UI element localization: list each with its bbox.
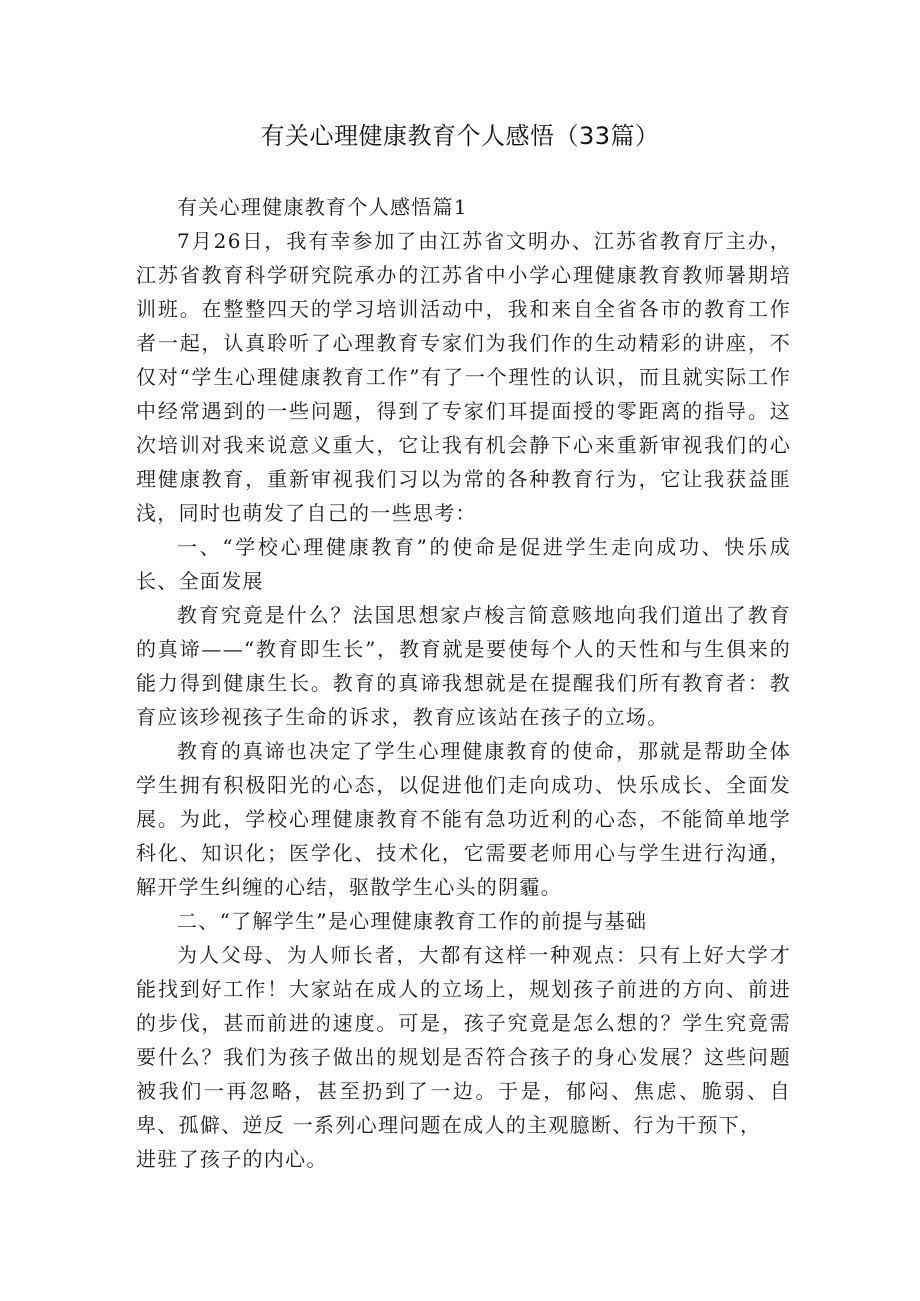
paragraph: 7月26日，我有幸参加了由江苏省文明办、江苏省教育厅主办，江苏省教育科学研究院承办的江苏省中小学心理健康教育教师暑期培训班。在整整四天的学习培训活动中，我和来自全省各市的教育工作者一起，认真聆听了心理教育专家们为我们作的生动精彩的讲座，不仅对“学生心理健康教育工作”有了一个理性的认识，而且就实际工作中经常遇到的一些问题，得到了专家们耳提面授的零距离的指导。这次培训对我来说意义重大，它让我有机会静下心来重新审视我们的心理健康教育，重新审视我们习以为常的各种教育行为，它让我获益匪浅，同时也萌发了自己的一些思考： xyxy=(136,229,791,525)
document-body xyxy=(136,190,791,1176)
section-heading: 有关心理健康教育个人感悟篇1 xyxy=(177,195,468,219)
page-title: 有关心理健康教育个人感悟（33篇） xyxy=(260,122,660,150)
paragraph-continuation: 进驻了孩子的内心。 xyxy=(136,1147,328,1171)
subsection-heading: 一、“学校心理健康教育”的使命是促进学生走向成功、快乐成长、全面发展 xyxy=(136,535,791,593)
paragraph: 为人父母、为人师长者，大都有这样一种观点：只有上好大学才能找到好工作！大家站在成人的立场上，规划孩子前进的方向、前进的步伐，甚而前进的速度。可是，孩子究竟是怎么想的？学生究竟需要什么？我们为孩子做出的规划是否符合孩子的身心发展？这些问题被我们一再忽略，甚至扔到了一边。于是，郁闷、焦虑、脆弱、自卑、孤僻、逆反 一系列心理问题在成人的主观臆断、行为干预下， xyxy=(136,943,791,1137)
subsection-heading: 二、“了解学生”是心理健康教育工作的前提与基础 xyxy=(177,909,648,933)
paragraph: 教育究竟是什么？法国思想家卢梭言简意赅地向我们道出了教育的真谛——“教育即生长”，教育就是要使每个人的天性和与生俱来的能力得到健康生长。教育的真谛我想就是在提醒我们所有教育者：教育应该珍视孩子生命的诉求，教育应该站在孩子的立场。 xyxy=(136,603,791,729)
paragraph: 教育的真谛也决定了学生心理健康教育的使命，那就是帮助全体学生拥有积极阳光的心态，以促进他们走向成功、快乐成长、全面发展。为此，学校心理健康教育不能有急功近利的心态，不能简单地学科化、知识化；医学化、技术化，它需要老师用心与学生进行沟通，解开学生纠缠的心结，驱散学生心头的阴霾。 xyxy=(136,739,791,899)
